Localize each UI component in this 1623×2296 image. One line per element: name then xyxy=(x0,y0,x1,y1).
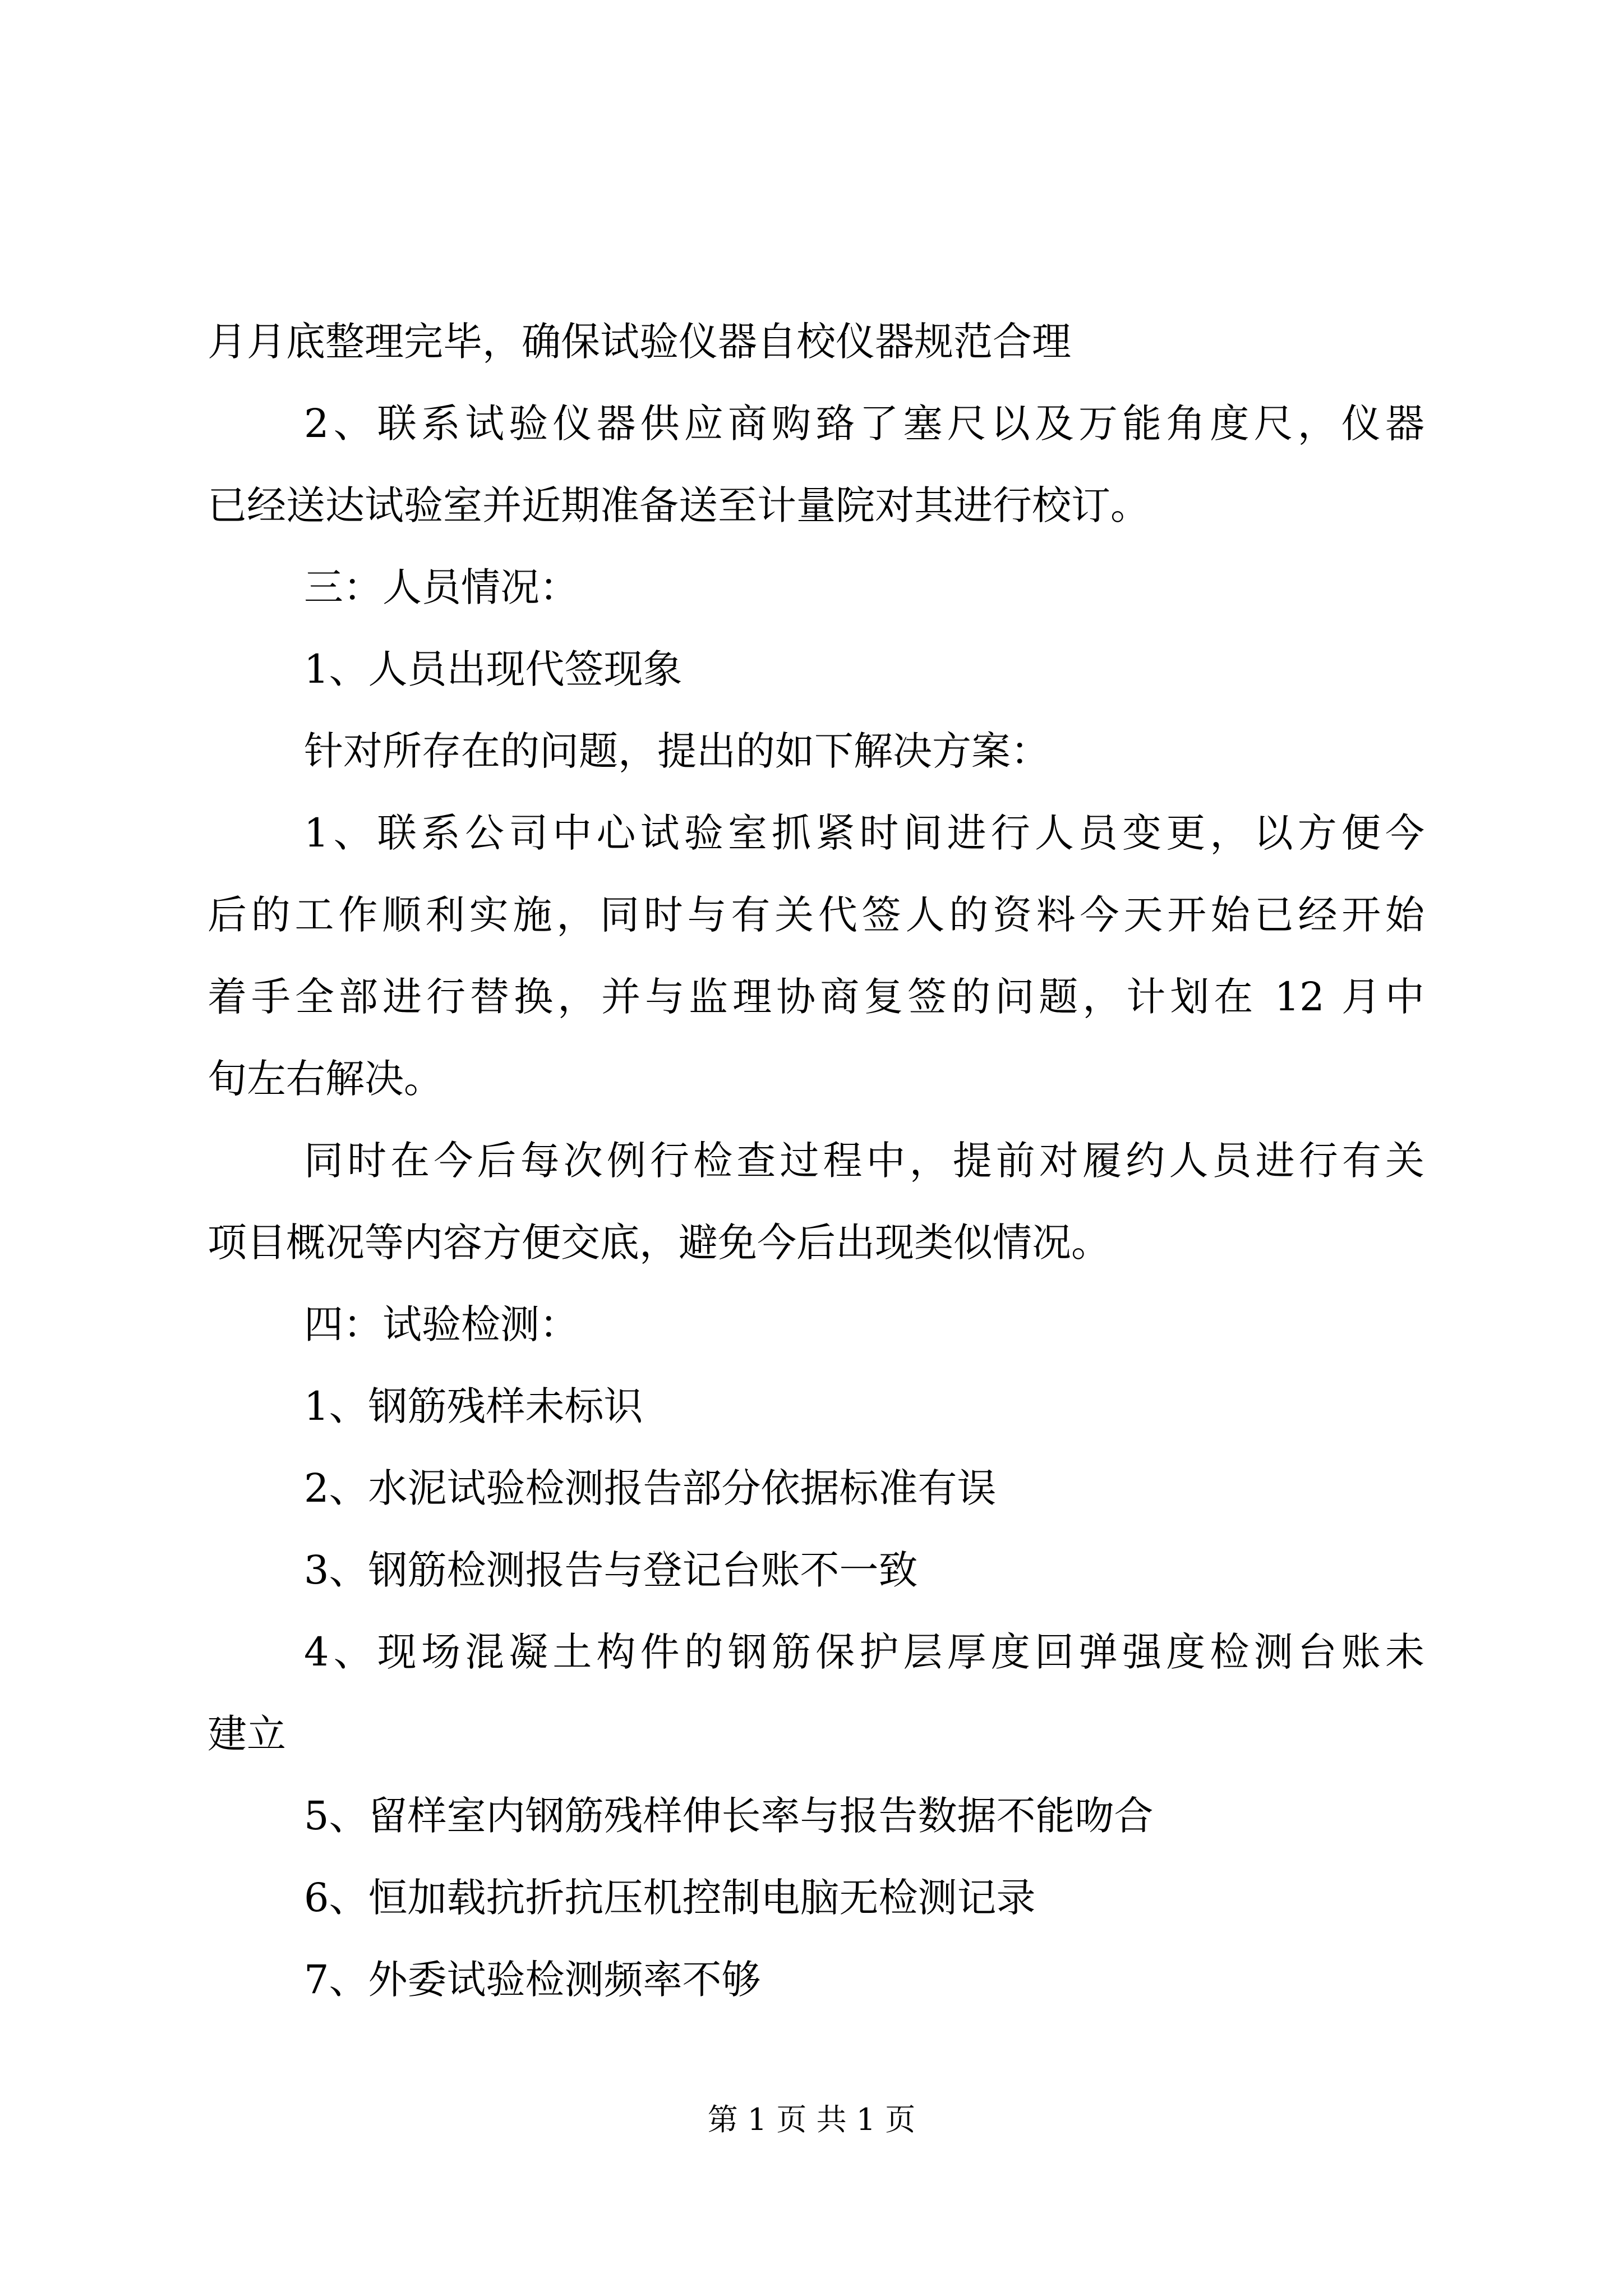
paragraph-line: 同时在今后每次例行检查过程中，提前对履约人员进行有关 xyxy=(304,1138,1424,1184)
paragraph-line: 后的工作顺利实施，同时与有关代签人的资料今天开始已经开始 xyxy=(208,892,1424,938)
paragraph-line: 月月底整理完毕，确保试验仪器自校仪器规范合理 xyxy=(208,319,1071,365)
page-footer: 第 1 页 共 1 页 xyxy=(707,2102,916,2137)
paragraph-line: 着手全部进行替换，并与监理协商复签的问题，计划在 12 月中 xyxy=(208,974,1424,1020)
paragraph-line: 项目概况等内容方便交底，避免今后出现类似情况。 xyxy=(208,1220,1110,1266)
paragraph-line: 旬左右解决。 xyxy=(208,1056,443,1102)
paragraph-line: 2、联系试验仪器供应商购臵了塞尺以及万能角度尺，仪器 xyxy=(304,401,1424,447)
list-item-continuation: 建立 xyxy=(208,1711,286,1757)
list-item: 6、恒加载抗折抗压机控制电脑无检测记录 xyxy=(304,1875,1036,1921)
list-item: 3、钢筋检测报告与登记台账不一致 xyxy=(304,1547,918,1593)
list-item: 2、水泥试验检测报告部分依据标准有误 xyxy=(304,1465,997,1511)
section-heading: 三：人员情况： xyxy=(304,564,579,610)
paragraph-line: 已经送达试验室并近期准备送至计量院对其进行校订。 xyxy=(208,482,1150,528)
list-item: 1、人员出现代签现象 xyxy=(304,646,683,692)
list-item: 4、现场混凝土构件的钢筋保护层厚度回弹强度检测台账未 xyxy=(304,1629,1424,1675)
list-item: 7、外委试验检测频率不够 xyxy=(304,1957,761,2003)
section-heading: 四：试验检测： xyxy=(304,1301,579,1347)
list-item: 5、留样室内钢筋残样伸长率与报告数据不能吻合 xyxy=(304,1793,1154,1839)
paragraph-line: 1、联系公司中心试验室抓紧时间进行人员变更，以方便今 xyxy=(304,810,1424,856)
paragraph-line: 针对所存在的问题，提出的如下解决方案： xyxy=(304,728,1050,774)
list-item: 1、钢筋残样未标识 xyxy=(304,1383,643,1429)
